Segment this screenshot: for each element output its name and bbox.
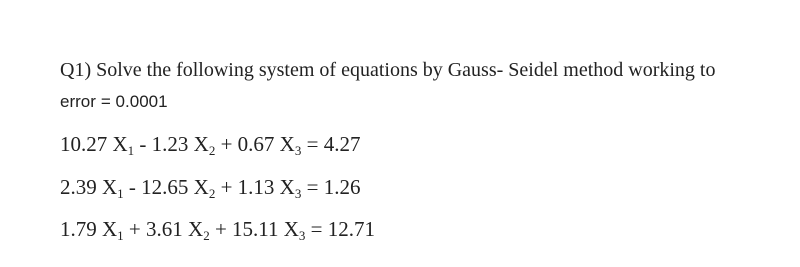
eq2-term1: 2.39 X bbox=[60, 175, 118, 199]
eq2-sub3: 3 bbox=[294, 186, 302, 201]
eq1-sub1: 1 bbox=[127, 143, 135, 158]
equation-2 bbox=[60, 174, 360, 200]
eq2-term2: - 12.65 X bbox=[123, 175, 209, 199]
eq3-sub2: 2 bbox=[203, 228, 210, 243]
error-label: error bbox=[60, 92, 96, 111]
eq3-term3: + 15.11 X bbox=[209, 217, 299, 241]
eq3-sub3: 3 bbox=[298, 228, 306, 243]
eq1-term3: + 0.67 X bbox=[215, 132, 295, 156]
eq1-sub2: 2 bbox=[208, 143, 216, 158]
eq1-term1: 10.27 X bbox=[60, 132, 128, 156]
eq3-sub1: 1 bbox=[117, 228, 124, 243]
eq1-rhs: = 4.27 bbox=[301, 132, 361, 156]
equation-1 bbox=[60, 131, 360, 157]
eq2-rhs: = 1.26 bbox=[301, 175, 361, 199]
question-text-line2 bbox=[60, 88, 168, 115]
eq3-term1: 1.79 X bbox=[60, 217, 118, 241]
error-value: = 0.0001 bbox=[100, 92, 168, 111]
eq2-sub2: 2 bbox=[208, 186, 216, 201]
eq2-sub1: 1 bbox=[117, 186, 124, 201]
eq3-rhs: = 12.71 bbox=[305, 217, 376, 241]
question-text-line1: Q1) Solve the following system of equations by Gauss- Seidel method working to bbox=[60, 59, 716, 81]
eq2-term3: + 1.13 X bbox=[215, 175, 295, 199]
eq1-sub3: 3 bbox=[294, 143, 302, 158]
eq3-term2: + 3.61 X bbox=[123, 217, 204, 241]
equation-3 bbox=[60, 216, 375, 242]
eq1-term2: - 1.23 X bbox=[134, 132, 209, 156]
